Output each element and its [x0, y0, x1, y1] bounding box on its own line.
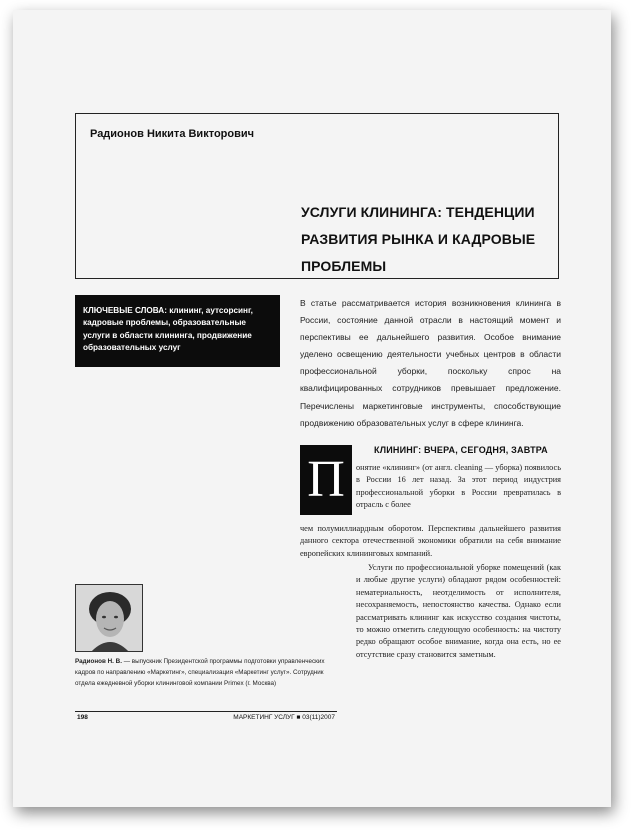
body-paragraph-1-wide — [300, 523, 561, 560]
bio-name: Радионов Н. В. — [75, 658, 122, 665]
author-name: Радионов Никита Викторович — [90, 128, 255, 140]
author-photo-icon — [76, 585, 143, 652]
title-line: РАЗВИТИЯ РЫНКА И КАДРОВЫЕ — [301, 231, 536, 247]
drop-cap: П — [300, 445, 352, 515]
bio-text: — выпускник Президентской программы подготовки управленческих кадров по направлению «Маркетинг», специализация «Маркетинг услуг». Сотрудник отдела ежедневной уборки клининговой компании Primex (г. Москва) — [75, 658, 325, 687]
author-photo — [75, 584, 143, 652]
title-line: УСЛУГИ КЛИНИНГА: ТЕНДЕНЦИИ — [301, 204, 535, 220]
section-heading: КЛИНИНГ: ВЧЕРА, СЕГОДНЯ, ЗАВТРА — [374, 445, 548, 455]
title-box — [75, 113, 559, 279]
keywords-label: КЛЮЧЕВЫЕ СЛОВА: — [83, 306, 167, 315]
body-text: онятие «клининг» (от англ. cleaning — уборка) появилось в России 16 лет назад. За этот период индустрия профессиональной уборки в России превратилась в отрасль с более — [356, 463, 561, 510]
article-title — [301, 199, 546, 280]
title-line: ПРОБЛЕМЫ — [301, 258, 387, 274]
author-bio — [75, 656, 337, 689]
page-number: 198 — [77, 714, 88, 721]
body-paragraph-2: Услуги по профессиональной уборке помещений (как и любые другие услуги) обладают рядом особенностей: нематериальность, неотделимость от исполнителя, несохраняемость, непостоянство качества. Однако если рассматривать клининг как искусство создания чистоты, то можно отметить следующую особенность: на чистоту редко обращают особое внимание, когда она есть, но ее отсутствие сразу становится заметным. — [356, 563, 561, 659]
journal-issue: МАРКЕТИНГ УСЛУГ ■ 03(11)2007 — [233, 714, 335, 721]
page-footer — [75, 711, 337, 721]
keywords-text: клининг, аутсорсинг, кадровые проблемы, образовательные услуги в области клининга, продвижение образовательных услуг — [83, 306, 253, 353]
keywords-box — [75, 295, 280, 367]
abstract: В статье рассматривается история возникновения клининга в России, состояние данной отрасли в настоящий момент и перспективы ее дальнейшего развития. Особое внимание уделено освещению деятельности учебных центров в области профессиональной уборки, поскольку спрос на квалифицированных сотрудников превышает предложение. Перечислены маркетинговые инструменты, способствующие продвижению образовательных услуг в сфере клининга. — [300, 298, 561, 428]
body-text: чем полумиллиардным оборотом. Перспективы дальнейшего развития данного сектора отечественной экономики обратили на себя внимание европейских клининговых компаний. — [300, 524, 561, 558]
body-paragraph-1-narrow — [356, 462, 561, 512]
